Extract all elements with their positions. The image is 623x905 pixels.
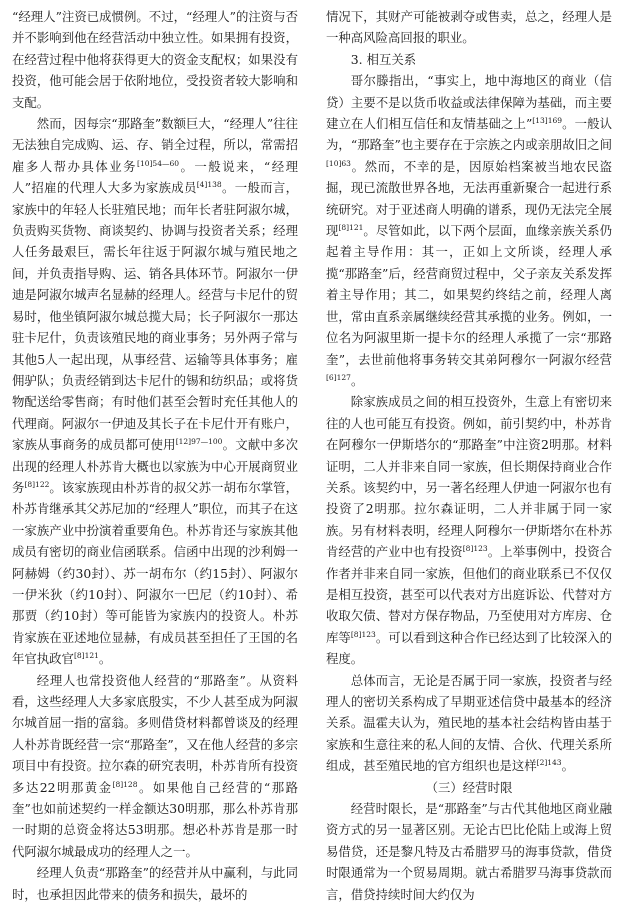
citation-marker: [8]123 xyxy=(462,544,488,554)
paragraph-text: 。 xyxy=(98,651,112,667)
paragraph-text: 。可以看到这种合作已经达到了比较深入的程度。 xyxy=(326,629,613,667)
paragraph-text: 经营时限长，是“那路奎”与古代其他地区商业融资方式的另一显著区别。无论古巴比伦陆上或海上贸易借贷，还是黎凡特及古希腊罗马的海事贷款，借贷时限通常为一个贸易周期。就古希腊罗马海事贷款而言，借贷持续时间大约仅为 xyxy=(326,801,612,902)
paragraph-text: 除家族成员之间的相互投资外，生意上有密切来往的人也可能互有投资。例如，前引契约中，朴苏肯在阿穆尔一伊斯塔尔的“那路奎”中注资2明那。材料证明，二人并非来自同一家族，但长期保持商业合作关系。该契约中，另一著名经理人伊迪一阿淑尔也有投资了2明那。拉尔森证明，二人并非属于同一家族。另有材料表明，经理人阿穆尔一伊斯塔尔在朴苏肯经营的产业中也有投资 xyxy=(326,394,612,560)
section-heading: 3. 相互关系 xyxy=(350,51,417,67)
citation-marker: [8]123 xyxy=(350,629,376,639)
citation-marker: [13]169 xyxy=(532,115,563,125)
paragraph-text: 然而，因每宗“那路奎”数额巨大，“经理人”往往无法独自完成购、运、存、销全过程，所以，常需招雇多人帮办具体业务 xyxy=(12,116,298,174)
citation-marker: [12]97—100 xyxy=(175,437,223,446)
paragraph-text: 。 xyxy=(350,372,364,388)
body-paragraph xyxy=(12,862,298,905)
body-paragraph xyxy=(12,6,298,113)
body-paragraph xyxy=(12,670,298,863)
right-column xyxy=(326,6,613,902)
paragraph-text: 。文献中多次出现的经理人朴苏肯大概也以家族为中心开展商贸业务 xyxy=(12,437,299,495)
paragraph-text: 。然而，不幸的是，因原始档案被当地农民盗掘，现已流散世界各地，无法再重新聚合一起进行系统研究。对于亚述商人明确的谱系，现仍无法完全展现 xyxy=(326,158,612,239)
paragraph-text: 经理人负责“那路奎”的经营并从中赢利，与此同时，也承担因此带来的债务和损失，最坏的 xyxy=(12,865,298,902)
paragraph-text: 哥尔滕指出，“事实上，地中海地区的商业（信贷）主要不是以货币收益或法律保障为基础，而主要建立在人们相互信任和友情基础之上” xyxy=(326,73,612,132)
paragraph-text: 。 xyxy=(561,758,574,774)
paragraph-text: 经理人也常投资他人经营的“那路奎”。从资料看，这些经理人大多家底殷实，不少人甚至成为阿淑尔城首屈一指的富翁。多则借贷材料都曾谈及的经理人朴苏肯既经营一宗“那路奎”，又在他人经营的多宗项目中有投资。拉尔森的研究表明，朴苏肯所有投资多达22明那黄金 xyxy=(12,672,298,795)
citation-marker: [10]63 xyxy=(326,158,351,168)
paragraph-text: 。一般而言，家族中的年轻人长驻殖民地；而年长者驻阿淑尔城，负责购买货物、商谈契约、协调与投资者关系；经理人任务最艰巨，需长年往返于阿淑尔城与殖民地之间，并负责指导购、运、销各具体环节。阿淑尔一伊迪是阿淑尔城声名显赫的经理人。经营与卡尼什的贸易时，他坐镇阿淑尔城总揽大局；长子阿淑尔一那达驻卡尼什，负责该殖民地的商业事务；另外两子常与其他5人一起出现，从事经营、运输等具体事务；雇佣驴队；负责经销到达卡尼什的锡和纺织品；或将货物配送给零售商；有时他们甚至会暂时充任其他人的代理商。阿淑尔一伊迪及其长子在卡尼什开有账户，家族从事商务的成员都可使用 xyxy=(12,180,298,453)
paragraph-text: 总体而言，无论是否属于同一家族，投资者与经理人的密切关系构成了早期亚述信贷中最基本的经济关系。温霍夫认为，殖民地的基本社会结构皆由基于家族和生意往来的私人间的友情、合伙、代理关系所组成，甚至殖民地的官方组织也是这样 xyxy=(326,672,612,774)
citation-marker: [8]122 xyxy=(24,479,50,489)
body-paragraph xyxy=(326,670,612,777)
citation-marker: [2]143 xyxy=(536,758,562,768)
paragraph-text: 情况下，其财产可能被剥夺或售卖，总之，经理人是一种高风险高回报的职业。 xyxy=(326,9,612,46)
paragraph-text: 。一般认为，“那路奎”也主要存在于宗族之内或亲朋故旧之间 xyxy=(326,116,613,153)
body-paragraph xyxy=(326,391,612,669)
citation-marker: [4]138 xyxy=(196,180,222,190)
body-paragraph xyxy=(326,798,612,905)
citation-marker: [8]121 xyxy=(73,651,99,661)
body-paragraph xyxy=(326,6,612,49)
citation-marker: [8]128 xyxy=(112,779,138,789)
paragraph-text: “经理人”注资已成惯例。不过，“经理人”的注资与否并不影响到他在经营活动中独立性。如果拥有投资，在经营过程中他将获得更大的资金支配权；如果没有投资，他可能会居于依附地位，受投资者较大影响和支配。 xyxy=(12,9,298,110)
citation-marker: [10]54—60 xyxy=(137,158,180,168)
citation-marker: [6]127 xyxy=(326,372,351,382)
paragraph-text: 。尽管如此，以下两个层面，血缘亲族关系仍起着主导作用：其一，正如上文所谈，经理人承揽“那路奎”后，经营商贸过程中，父子亲友关系发挥着主导作用；其二，如果契约终结之前，经理人离世，常由直系亲属继续经营其承揽的业务。例如，一位名为阿淑里斯一提卡尔的经理人承揽了一宗“那路奎”，去世前他将事务转交其弟阿穆尔一阿淑尔经营 xyxy=(326,223,613,367)
paragraph-text: 。该家族现由朴苏肯的叔父苏一胡布尔掌管，朴苏肯继承其父苏尼加的“经理人”职位，而其子在这一家族产业中扮演着重要角色。朴苏肯还与家族其他成员有密切的商业信函联系。信函中出现的沙利姆一阿赫姆（约30封）、苏一胡布尔（约15封）、阿淑尔一伊米狄（约10封）、阿淑尔一巴尼（约10封）、希那贾（约10封）等可能皆为家族内的投资人。朴苏肯家族在亚述地位显赫，有成员甚至担任了王国的名年官执政官 xyxy=(12,479,299,667)
section-heading: （三）经营时限 xyxy=(425,779,513,795)
left-column xyxy=(12,6,299,902)
body-paragraph xyxy=(12,113,298,670)
paragraph-text: 。一般说来，“经理人”招雇的代理人大多为家族成员 xyxy=(12,158,298,196)
body-paragraph xyxy=(326,70,612,391)
paragraph-text: 。上举事例中，投资合作者并非来自同一家族，但他们的商业联系已不仅仅是相互投资，甚至可以代表对方出庭诉讼、代替对方收取欠债、替对方保存物品，乃至使用对方库房、仓库等 xyxy=(326,544,613,645)
citation-marker: [8]121 xyxy=(338,222,364,232)
paragraph-text: 。如果他自己经营的“那路奎”也如前述契约一样金额达30明那，那么朴苏肯那一时期的总资金将达53明那。想必朴苏肯是那一时代阿淑尔城最成功的经理人之一。 xyxy=(12,779,298,859)
